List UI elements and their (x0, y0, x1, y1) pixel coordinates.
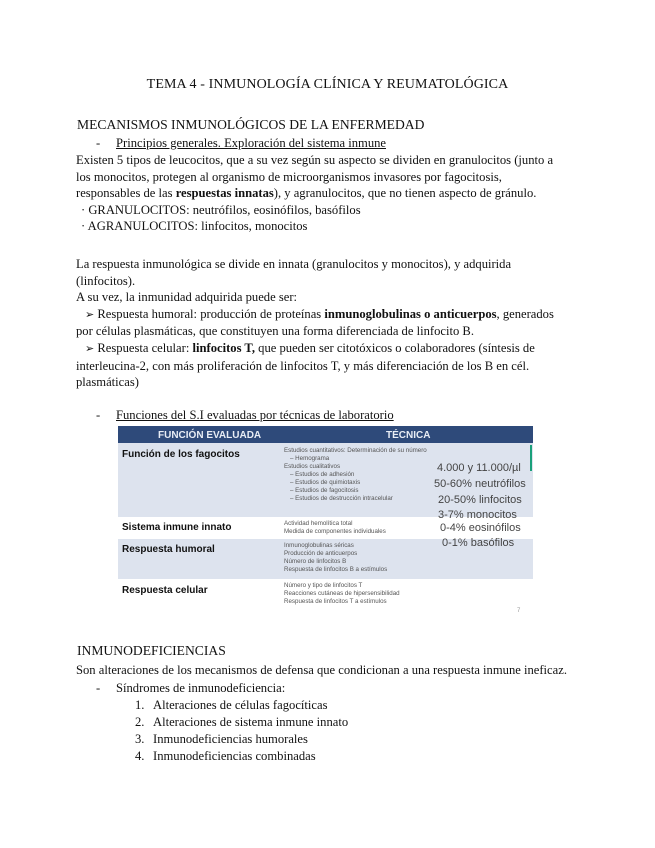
text-run: responsables de las (76, 186, 176, 201)
list-number: 4. (135, 749, 145, 763)
list-item (135, 714, 348, 731)
technique-item: Medida de componentes individuales (284, 528, 386, 535)
subheading-funciones (96, 407, 394, 424)
text-run: que pueden ser citotóxicos o colaboradores (síntesis de (255, 340, 535, 355)
list-text: Inmunodeficiencias humorales (153, 732, 308, 746)
list-number: 1. (135, 698, 145, 712)
row-label: Función de los fagocitos (122, 449, 240, 460)
laboratory-techniques-table (118, 426, 533, 614)
technique-item: Respuesta de linfocitos B a estímulos (284, 566, 388, 573)
text-line: Existen 5 tipos de leucocitos, que a su vez según su aspecto se dividen en granulocitos (junto a (76, 153, 554, 167)
technique-item: Número y tipo de linfocitos T (284, 582, 363, 589)
text-line (76, 185, 586, 202)
technique-item: Producción de anticuerpos (284, 550, 358, 557)
text-run: ), y agranulocitos, que no tienen aspecto de gránulo. (273, 186, 537, 201)
header-funcion: FUNCIÓN EVALUADA (158, 430, 262, 441)
bold-term: respuestas innatas (175, 186, 274, 201)
bold-term: linfocitos T, (192, 340, 256, 355)
paragraph-leucocitos (76, 152, 586, 235)
hemogram-value: 0-1% basófilos (442, 537, 515, 549)
subheading-principios (96, 135, 386, 152)
technique-item: Reacciones cutáneas de hipersensibilidad (284, 590, 400, 597)
paragraph-respuesta (76, 256, 586, 391)
text-line: por células plasmáticas, que constituyen una forma diferenciada de linfocito B. (76, 324, 474, 339)
arrow-bullet-icon: ➢ (85, 307, 95, 321)
subheading-text: Principios generales. Exploración del sistema inmune (116, 136, 386, 150)
row-label: Respuesta humoral (122, 544, 215, 555)
hemogram-value: 0-4% eosinófilos (440, 522, 521, 534)
text-line: Son alteraciones de los mecanismos de defensa que condicionan a una respuesta inmune ineficaz. (76, 663, 567, 677)
subheading-text: Síndromes de inmunodeficiencia: (116, 681, 286, 695)
list-number: 2. (135, 715, 145, 729)
technique-item: Estudios cualitativos (284, 463, 341, 470)
text-line: La respuesta inmunológica se divide en innata (granulocitos y monocitos), y adquirida (76, 257, 512, 271)
list-text: Inmunodeficiencias combinadas (153, 749, 316, 763)
table-header (118, 426, 533, 443)
agranulocitos-line: · AGRANULOCITOS: linfocitos, monocitos (81, 219, 308, 234)
text-line: A su vez, la inmunidad adquirida puede ser: (76, 290, 298, 305)
cursor-mark (530, 445, 532, 471)
list-item (135, 731, 308, 748)
text-line: (linfocitos). (76, 273, 136, 288)
paragraph-inmunodeficiencias (76, 662, 586, 679)
list-item (135, 748, 316, 765)
dash-bullet-icon: - (96, 136, 101, 150)
technique-item: – Estudios de quimiotaxis (290, 479, 361, 486)
text-line: los monocitos, protegen al organismo de microorganismos invasores por fagocitosis, (76, 169, 502, 184)
humoral-line (76, 306, 586, 324)
section-heading-inmunodeficiencias: INMUNODEFICIENCIAS (77, 643, 226, 658)
text-run: , generados (496, 306, 554, 321)
technique-item: – Estudios de adhesión (290, 471, 355, 478)
header-tecnica: TÉCNICA (386, 430, 431, 441)
text-line: interleucina-2, con más proliferación de linfocitos T, y más diferenciación de los B en cél. (76, 358, 530, 373)
section-heading-mecanismos: MECANISMOS INMUNOLÓGICOS DE LA ENFERMEDAD (77, 117, 425, 132)
hemogram-value: 20-50% linfocitos (438, 494, 522, 506)
granulocitos-line: · GRANULOCITOS: neutrófilos, eosinófilos, basófilos (81, 202, 361, 217)
technique-item: – Estudios de destrucción intracelular (290, 495, 393, 502)
technique-item: Estudios cuantitativos: Determinación de su número (284, 447, 427, 454)
page-title: TEMA 4 - INMUNOLOGÍA CLÍNICA Y REUMATOLÓGICA (146, 77, 509, 92)
dash-bullet-icon: - (96, 681, 101, 695)
text-line: plasmáticas) (76, 375, 139, 390)
text-run: Respuesta humoral: producción de proteínas (97, 306, 325, 321)
hemogram-value: 3-7% monocitos (438, 509, 517, 521)
list-item (135, 697, 327, 714)
technique-item: Número de linfocitos B (284, 558, 347, 565)
slide-page-number: 7 (517, 608, 521, 614)
celular-line (76, 340, 586, 358)
technique-item: Inmunoglobulinas séricas (284, 542, 354, 549)
dash-bullet-icon: - (96, 408, 101, 422)
text-run: Respuesta celular: (97, 340, 193, 355)
hemogram-value: 4.000 y 11.000/µl (437, 462, 521, 474)
row-label: Respuesta celular (122, 585, 208, 596)
list-number: 3. (135, 732, 145, 746)
technique-item: – Hemograma (290, 455, 330, 462)
technique-item: – Estudios de fagocitosis (290, 487, 359, 494)
bold-term: inmunoglobulinas o anticuerpos (324, 306, 497, 321)
hemogram-value: 50-60% neutrófilos (434, 478, 526, 490)
subheading-sindromes (96, 680, 285, 697)
list-text: Alteraciones de sistema inmune innato (153, 715, 349, 729)
row-label: Sistema inmune innato (122, 522, 232, 533)
technique-item: Respuesta de linfocitos T a estímulos (284, 598, 387, 605)
list-text: Alteraciones de células fagocíticas (153, 698, 328, 712)
arrow-bullet-icon: ➢ (85, 341, 95, 355)
subheading-text: Funciones del S.I evaluadas por técnicas de laboratorio (116, 408, 394, 422)
technique-item: Actividad hemolítica total (284, 520, 353, 527)
